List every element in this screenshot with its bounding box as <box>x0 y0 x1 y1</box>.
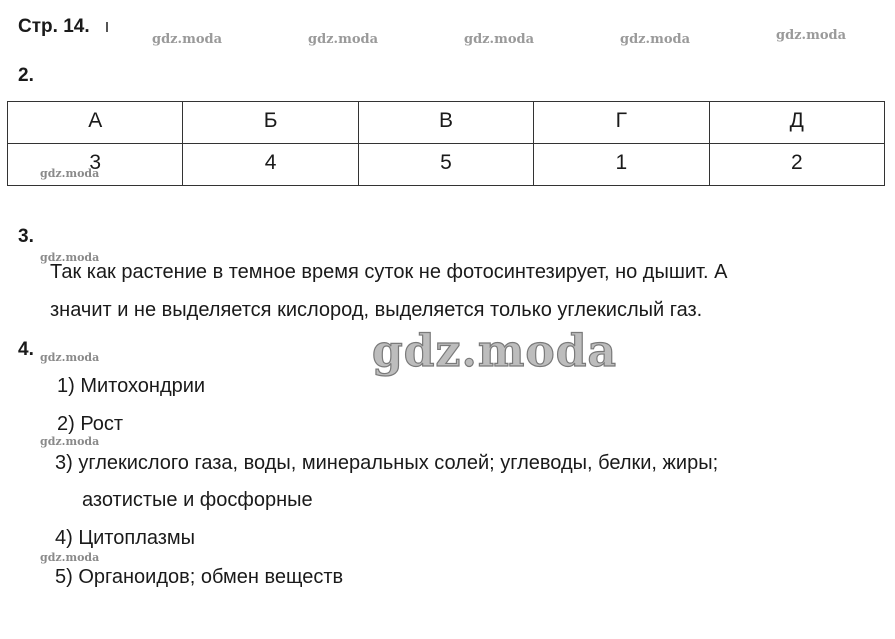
watermark: gdz.moda <box>40 435 100 448</box>
table-header-row <box>8 102 885 144</box>
task4-item: 2) Рост <box>57 413 124 435</box>
page-title: Стр. 14. <box>18 16 90 37</box>
table-header-cell: Г <box>534 102 709 144</box>
task3-number: 3. <box>18 226 34 247</box>
cut-glyph <box>103 20 111 34</box>
task3-answer-line: значит и не выделяется кислород, выделяется только углекислый газ. <box>50 299 703 321</box>
table-header-cell: Д <box>709 102 884 144</box>
watermark: gdz.moda <box>464 32 535 47</box>
watermark: gdz.moda <box>620 32 691 47</box>
task4-number: 4. <box>18 339 34 360</box>
task2-number: 2. <box>18 65 34 86</box>
table-header-cell: Б <box>183 102 358 144</box>
answer-table <box>7 101 885 186</box>
watermark: gdz.moda <box>40 251 100 264</box>
table-row <box>8 144 885 186</box>
table-cell: 2 <box>709 144 884 186</box>
table-cell: 1 <box>534 144 709 186</box>
watermark: gdz.moda <box>152 32 223 47</box>
watermark: gdz.moda <box>776 28 847 43</box>
task4-item: 4) Цитоплазмы <box>55 527 196 549</box>
watermark-large: gdz.moda <box>372 326 618 377</box>
watermark: gdz.moda <box>40 551 100 564</box>
table-cell: 4 <box>183 144 358 186</box>
table-header-cell: В <box>358 102 533 144</box>
watermark: gdz.moda <box>40 167 100 180</box>
task4-item: 3) углекислого газа, воды, минеральных солей; углеводы, белки, жиры; <box>55 452 719 474</box>
table-cell: 5 <box>358 144 533 186</box>
task3-answer-line: Так как растение в темное время суток не фотосинтезирует, но дышит. А <box>50 261 728 283</box>
table-header-cell: А <box>8 102 183 144</box>
task4-item-continuation: азотистые и фосфорные <box>82 489 313 511</box>
table-cell: 3 <box>8 144 183 186</box>
watermark: gdz.moda <box>308 32 379 47</box>
task4-item: 1) Митохондрии <box>57 375 206 397</box>
watermark: gdz.moda <box>40 351 100 364</box>
task4-item: 5) Органоидов; обмен веществ <box>55 566 344 588</box>
